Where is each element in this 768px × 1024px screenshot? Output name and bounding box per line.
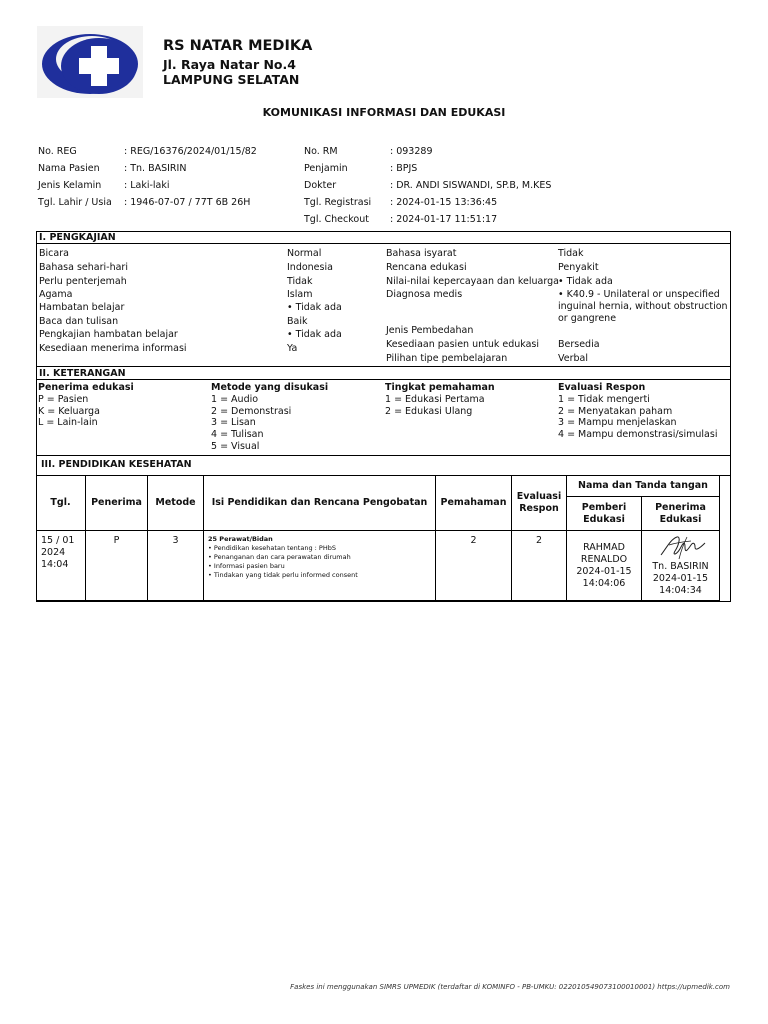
- keterangan-col-evaluasi: [558, 382, 717, 441]
- keterangan-item: 2 = Edukasi Ulang: [385, 405, 473, 417]
- pengkajian-value: Indonesia: [287, 262, 333, 273]
- registration-label: Tgl. Registrasi: [304, 197, 372, 208]
- hospital-name: RS NATAR MEDIKA: [163, 38, 313, 54]
- header-pemahaman: Pemahaman: [440, 497, 507, 508]
- dob-value: : 1946-07-07 / 77T 6B 26H: [124, 197, 251, 208]
- pengkajian-label: Kesediaan menerima informasi: [39, 343, 187, 354]
- keterangan-col-metode: [211, 382, 328, 453]
- pengkajian-label: Pilihan tipe pembelajaran: [386, 353, 508, 364]
- gender-value: : Laki-laki: [124, 180, 170, 191]
- keterangan-item: P = Pasien: [38, 393, 89, 405]
- address-line-1: Jl. Raya Natar No.4: [163, 57, 296, 72]
- pemberi-date: 2024-01-15: [576, 566, 632, 577]
- row-evaluasi: 2: [535, 535, 543, 546]
- pengkajian-label: Hambatan belajar: [39, 302, 125, 313]
- keterangan-item: 5 = Visual: [211, 440, 260, 452]
- list-item: • Informasi pasien baru: [208, 562, 285, 570]
- penerima-time: 14:04:34: [659, 585, 702, 596]
- keterangan-heading: Penerima edukasi: [38, 382, 134, 393]
- row-pemahaman: 2: [470, 535, 477, 546]
- header-penerima-ttd: Penerima Edukasi: [655, 501, 706, 525]
- pengkajian-value: • Tidak ada: [558, 276, 613, 287]
- name-value: : Tn. BASIRIN: [124, 163, 187, 174]
- patient-info: [0, 0, 768, 230]
- checkout-label: Tgl. Checkout: [304, 214, 369, 225]
- date-year: 2024: [41, 547, 66, 558]
- signature-image: [657, 533, 709, 563]
- keterangan-item: 1 = Edukasi Pertama: [385, 393, 485, 405]
- penerima-date: 2024-01-15: [652, 573, 709, 584]
- diagnosis-value: • K40.9 - Unilateral or unspecified inguinal hernia, without obstruction or gangrene: [558, 289, 728, 324]
- list-item: • Pendidikan kesehatan tentang : PHbS: [208, 544, 336, 552]
- rm-label: No. RM: [304, 146, 338, 157]
- pengkajian-value: Tidak: [287, 276, 313, 287]
- row-metode: 3: [172, 535, 179, 546]
- header-pemberi: Pemberi Edukasi: [581, 501, 627, 525]
- registration-value: : 2024-01-15 13:36:45: [390, 197, 498, 208]
- pengkajian-value: Bersedia: [558, 339, 600, 350]
- pengkajian-value: Normal: [287, 248, 322, 259]
- isi-title: 25 Perawat/Bidan: [208, 535, 273, 543]
- keterangan-heading: Metode yang disukasi: [211, 382, 329, 393]
- header-metode: Metode: [155, 497, 196, 508]
- row-penerima-ttd: [642, 561, 719, 597]
- pengkajian-label: Kesediaan pasien untuk edukasi: [386, 339, 540, 350]
- keterangan-heading: Tingkat pemahaman: [385, 382, 495, 393]
- guarantor-value: : BPJS: [390, 163, 418, 174]
- keterangan-item: 2 = Demonstrasi: [211, 405, 292, 417]
- pengkajian-label: Jenis Pembedahan: [386, 325, 474, 336]
- pengkajian-value: • Tidak ada: [287, 302, 342, 313]
- keterangan-item: 3 = Mampu menjelaskan: [558, 417, 677, 429]
- divider: [36, 379, 731, 380]
- table-gridline: [719, 475, 720, 601]
- pengkajian-label: Rencana edukasi: [386, 262, 467, 273]
- guarantor-label: Penjamin: [304, 163, 348, 174]
- date-day-month: 15 / 01: [41, 535, 75, 546]
- pengkajian-label: Agama: [39, 289, 73, 300]
- pengkajian-label: Pengkajian hambatan belajar: [39, 329, 178, 340]
- doctor-value: : DR. ANDI SISWANDI, SP.B, M.KES: [390, 180, 552, 191]
- table-gridline: [36, 600, 719, 601]
- header-tgl: Tgl.: [50, 497, 71, 508]
- keterangan-col-penerima: [38, 382, 134, 429]
- isi-list: [208, 544, 433, 580]
- pendidikan-title: III. PENDIDIKAN KESEHATAN: [41, 459, 192, 470]
- pengkajian-title: I. PENGKAJIAN: [39, 232, 116, 243]
- pengkajian-value: Tidak: [558, 248, 584, 259]
- footer-note: Faskes ini menggunakan SIMRS UPMEDIK (terdaftar di KOMINFO - PB-UMKU: 022010549073100010001) https://upmedik.com: [290, 983, 730, 991]
- pengkajian-value: Penyakit: [558, 262, 599, 273]
- list-item: • Tindakan yang tidak perlu informed consent: [208, 571, 358, 579]
- pengkajian-label: Nilai-nilai kepercayaan dan keluarga: [386, 276, 559, 287]
- checkout-value: : 2024-01-17 11:51:17: [390, 214, 498, 225]
- keterangan-col-pemahaman: [385, 382, 495, 417]
- row-pemberi: [567, 542, 641, 590]
- keterangan-item: L = Lain-lain: [38, 417, 98, 429]
- doctor-label: Dokter: [304, 180, 337, 191]
- pengkajian-value: Islam: [287, 289, 313, 300]
- pengkajian-label: Baca dan tulisan: [39, 316, 119, 327]
- divider: [36, 243, 731, 244]
- pemberi-time: 14:04:06: [582, 578, 626, 589]
- header-isi: Isi Pendidikan dan Rencana Pengobatan: [211, 497, 428, 508]
- pengkajian-label: Bicara: [39, 248, 69, 259]
- keterangan-item: 2 = Menyatakan paham: [558, 405, 673, 417]
- penerima-name: Tn. BASIRIN: [652, 561, 709, 572]
- keterangan-item: 4 = Tulisan: [211, 429, 264, 441]
- keterangan-item: 1 = Tidak mengerti: [558, 393, 650, 405]
- row-isi: [208, 535, 433, 580]
- dob-label: Tgl. Lahir / Usia: [38, 197, 112, 208]
- pengkajian-label: Bahasa isyarat: [386, 248, 457, 259]
- table-row-date: [41, 535, 74, 571]
- address-line-2: LAMPUNG SELATAN: [163, 72, 300, 87]
- keterangan-item: 4 = Mampu demonstrasi/simulasi: [558, 429, 718, 441]
- reg-value: : REG/16376/2024/01/15/82: [124, 146, 257, 157]
- rm-value: : 093289: [390, 146, 433, 157]
- pengkajian-label: Bahasa sehari-hari: [39, 262, 128, 273]
- name-label: Nama Pasien: [38, 163, 100, 174]
- pengkajian-value: Verbal: [558, 353, 589, 364]
- header-ttd-group: Nama dan Tanda tangan: [578, 480, 708, 491]
- pengkajian-label: Perlu penterjemah: [39, 276, 127, 287]
- gender-label: Jenis Kelamin: [38, 180, 102, 191]
- keterangan-item: K = Keluarga: [38, 405, 100, 417]
- pemberi-name-2: RENALDO: [580, 554, 628, 565]
- document-title: KOMUNIKASI INFORMASI DAN EDUKASI: [262, 106, 506, 119]
- keterangan-heading: Evaluasi Respon: [558, 382, 646, 393]
- pengkajian-value: • Tidak ada: [287, 329, 342, 340]
- header-penerima: Penerima: [91, 497, 142, 508]
- header-evaluasi: Evaluasi Respon: [516, 491, 562, 514]
- row-penerima: P: [113, 535, 120, 546]
- reg-label: No. REG: [38, 146, 77, 157]
- keterangan-item: 3 = Lisan: [211, 417, 256, 429]
- pemberi-name-1: RAHMAD: [583, 542, 625, 553]
- table-gridline: [36, 530, 719, 531]
- list-item: • Penanganan dan cara perawatan dirumah: [208, 553, 351, 561]
- keterangan-title: II. KETERANGAN: [39, 368, 126, 379]
- pengkajian-label: Diagnosa medis: [386, 289, 463, 300]
- pengkajian-value: Ya: [287, 343, 298, 354]
- keterangan-item: 1 = Audio: [211, 393, 259, 405]
- date-time: 14:04: [41, 559, 69, 570]
- pengkajian-value: Baik: [287, 316, 308, 327]
